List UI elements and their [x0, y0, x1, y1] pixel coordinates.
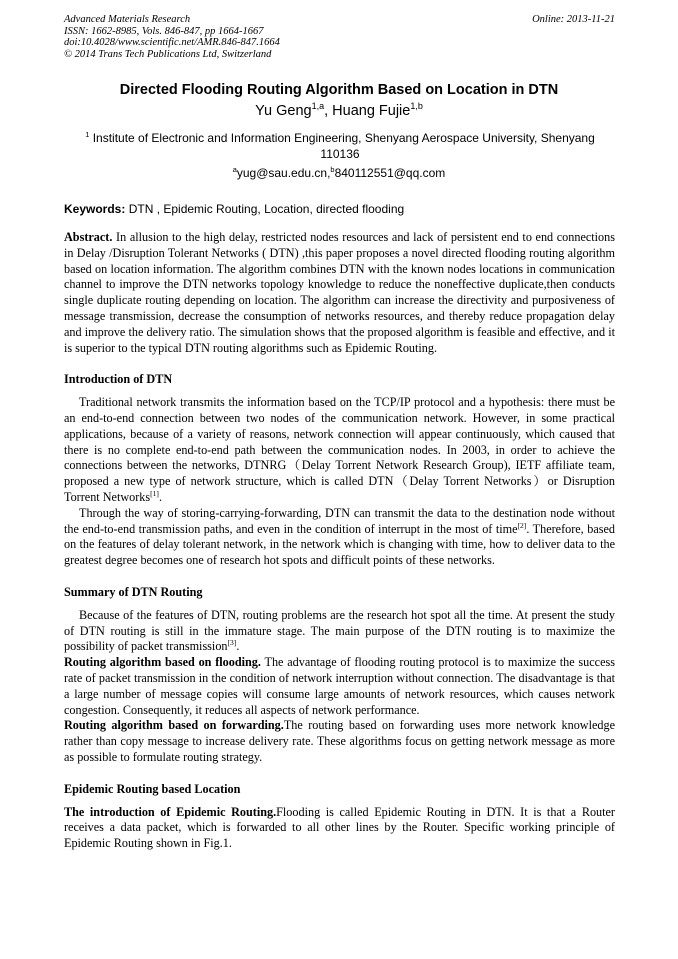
- abstract: [64, 230, 615, 356]
- section-heading-intro: Introduction of DTN: [64, 372, 173, 387]
- keywords: [64, 202, 615, 216]
- intro-p2-end: . Therefore, based on the features of delay tolerant network, in the network which is changing with time, how to deliver data to the greatest degree becomes one of research hot spots and difficult points of these networks.: [64, 521, 615, 568]
- affiliation-mark: 1: [85, 130, 90, 139]
- paper-body: [64, 230, 615, 852]
- abstract-label: Abstract.: [64, 230, 113, 244]
- ref-1: [1]: [150, 488, 159, 498]
- summary-paragraph-1: [64, 608, 615, 655]
- author-2: Huang Fujie: [332, 103, 411, 119]
- doi-line: doi:10.4028/www.scientific.net/AMR.846-847.1664: [64, 37, 280, 48]
- intro-p1-text: Traditional network transmits the information based on the TCP/IP protocol and a hypothesis: there must be an end-to-end connection between two nodes of the communication network. However, in some practical applications, because of a variety of reasons, network connection will appear continuously, which caused that there is no complete end-to-end path between the communication nodes. In 2003, in order to achieve the connections between the networks, DTNRG（Delay Torrent Network Research Group), IETF affiliate team, proposed a new type of network structure, which is called DTN（Delay Torrent Networks）or Disruption Torrent Networks: [64, 395, 615, 504]
- online-date: Online: 2013-11-21: [532, 14, 615, 25]
- email-b: 840112551@qq.com: [334, 166, 446, 180]
- author-2-affil: 1,b: [410, 101, 423, 112]
- issn-line: ISSN: 1662-8985, Vols. 846-847, pp 1664-1667: [64, 25, 264, 37]
- intro-paragraph-2: [64, 506, 615, 569]
- ref-3: [3]: [227, 638, 237, 648]
- keywords-text: DTN , Epidemic Routing, Location, directed flooding: [125, 202, 405, 216]
- ref-2: [2]: [517, 520, 527, 530]
- summary-p1-text: Because of the features of DTN, routing problems are the research hot spot all the time. At present the study of DTN routing is still in the immature stage. The main purpose of the DTN routing is to maximize the possibility of packet transmission: [64, 607, 615, 654]
- intro-p2-text: Through the way of storing-carrying-forwarding, DTN can transmit the data to the destination node without the end-to-end transmission paths, and even in the condition of interrupt in the most of time: [64, 505, 615, 536]
- copyright-line: © 2014 Trans Tech Publications Ltd, Switzerland: [64, 48, 272, 60]
- section-heading-summary: Summary of DTN Routing: [64, 584, 203, 599]
- journal-header: [64, 14, 615, 60]
- affiliation-text: Institute of Electronic and Information Engineering, Shenyang Aerospace University, Shenyang 110136: [89, 131, 595, 161]
- abstract-text: In allusion to the high delay, restricted nodes resources and lack of persistent end to end connections in Delay /Disruption Tolerant Networks ( DTN) ,this paper proposes a novel directed flooding routing algorithm based on location information. The algorithm combines DTN with the known nodes locations in communication channel to improve the DTN networks topology knowledge to reduce the noneffective duplicate,then conducts single duplicate routing depending on location. The algorithm can increase the directivity and purposiveness of message transmission, decrease the consumption of networks resources, and thereby reduce propagation delay and improve the delivery ratio. The simulation shows that the proposed algorithm is feasible and effective, and it is superior to the typical DTN routing algorithms such as Epidemic Routing.: [64, 230, 615, 355]
- summary-paragraph-3: [64, 718, 615, 765]
- email-line: [0, 166, 678, 180]
- summary-paragraph-2: [64, 655, 615, 718]
- flooding-text: The advantage of flooding routing protocol is to maximize the success rate of packet transmission in the condition of network interruption without connection. The disadvantage is that a large number of message copies will consume large amounts of network resources, which causes network congestion. Consequently, it reduces all aspects of network performance.: [64, 655, 615, 717]
- paper-title: Directed Flooding Routing Algorithm Based on Location in DTN: [119, 82, 559, 98]
- email-a-mark: a: [232, 165, 237, 174]
- epidemic-text: Flooding is called Epidemic Routing in DTN. It is that a Router receives a data packet, which is forwarded to all other lines by the Router. Specific working principle of Epidemic Routing shown in Fig.1.: [64, 804, 615, 851]
- email-a: yug@sau.edu.cn,: [236, 166, 331, 180]
- intro-paragraph-1: [64, 395, 615, 506]
- email-b-mark: b: [330, 165, 335, 174]
- author-line: [0, 103, 678, 119]
- summary-p1-end: .: [236, 639, 240, 654]
- epidemic-paragraph-1: [64, 805, 615, 852]
- intro-p1-end: .: [158, 489, 162, 504]
- forwarding-label: Routing algorithm based on forwarding.: [64, 718, 284, 733]
- journal-name: Advanced Materials Research: [64, 14, 191, 25]
- section-heading-epidemic: Epidemic Routing based Location: [64, 781, 241, 796]
- author-separator: ,: [324, 103, 333, 119]
- forwarding-text: The routing based on forwarding uses more network knowledge rather than copy message to increase delivery rate. These algorithms focus on getting network message as more as possible to formulate routing strategy.: [64, 718, 615, 764]
- flooding-label: Routing algorithm based on flooding.: [64, 655, 261, 670]
- affiliation: [70, 131, 610, 162]
- keywords-label: Keywords:: [64, 202, 126, 216]
- author-1: Yu Geng: [255, 103, 312, 119]
- epidemic-label: The introduction of Epidemic Routing.: [64, 804, 277, 819]
- author-1-affil: 1,a: [311, 101, 325, 112]
